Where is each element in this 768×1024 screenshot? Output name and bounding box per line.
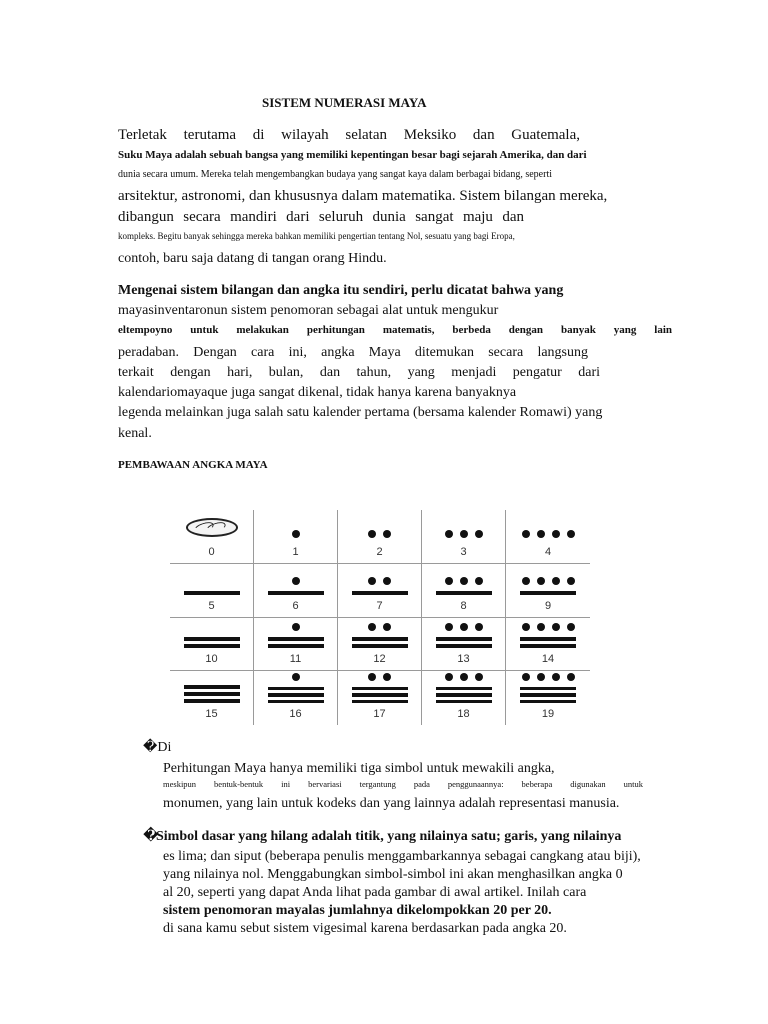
dot-group bbox=[292, 577, 300, 585]
numeral-label: 4 bbox=[544, 545, 552, 558]
bar-icon bbox=[436, 644, 492, 648]
dot-icon bbox=[292, 673, 300, 681]
dot-group bbox=[368, 673, 391, 681]
maya-numeral-cell bbox=[506, 618, 590, 672]
dot-group bbox=[445, 530, 483, 538]
maya-numeral-cell bbox=[422, 510, 506, 564]
bullet-2-line-3: yang nilainya nol. Menggabungkan simbol-simbol ini akan menghasilkan angka 0 bbox=[163, 867, 623, 882]
dot-icon bbox=[383, 673, 391, 681]
p2-line-5: terkait dengan hari, bulan, dan tahun, yang menjadi pengatur dari bbox=[118, 365, 600, 380]
bullet-1-line-2: meskipun bentuk-bentuk ini bervariasi tergantung pada penggunaannya: beberapa digunakan untuk bbox=[163, 779, 643, 789]
dot-icon bbox=[292, 530, 300, 538]
maya-glyph bbox=[436, 673, 492, 703]
maya-numeral-cell bbox=[170, 671, 254, 725]
p1-line-1: Terletak terutama di wilayah selatan Meksiko dan Guatemala, bbox=[118, 127, 580, 143]
dot-icon bbox=[537, 577, 545, 585]
dot-group bbox=[522, 530, 575, 538]
dot-icon bbox=[383, 623, 391, 631]
bar-icon bbox=[352, 637, 408, 641]
page-title: SISTEM NUMERASI MAYA bbox=[262, 95, 427, 110]
bar-icon bbox=[436, 693, 492, 696]
maya-glyph bbox=[184, 673, 240, 703]
maya-numeral-cell bbox=[254, 564, 338, 618]
dot-icon bbox=[383, 577, 391, 585]
maya-glyph bbox=[268, 565, 324, 595]
bar-icon bbox=[520, 700, 576, 703]
dot-group bbox=[522, 577, 575, 585]
numeral-label: 2 bbox=[376, 545, 383, 558]
maya-glyph bbox=[368, 511, 391, 541]
dot-icon bbox=[475, 530, 483, 538]
dot-icon bbox=[522, 577, 530, 585]
bar-icon bbox=[268, 637, 324, 641]
bullet-1-marker: �Di bbox=[143, 740, 172, 755]
numeral-label: 19 bbox=[541, 708, 555, 720]
bullet-2-line-6: di sana kamu sebut sistem vigesimal karena berdasarkan pada angka 20. bbox=[163, 921, 567, 936]
dot-group bbox=[292, 623, 300, 631]
bullet-2-line-2: es lima; dan siput (beberapa penulis menggambarkannya sebagai cangkang atau biji), bbox=[163, 849, 641, 864]
maya-numeral-cell bbox=[506, 510, 590, 564]
p2-line-8: kenal. bbox=[118, 426, 152, 441]
dot-icon bbox=[552, 623, 560, 631]
maya-glyph bbox=[268, 673, 324, 703]
section-heading: PEMBAWAAN ANGKA MAYA bbox=[118, 459, 268, 471]
maya-glyph bbox=[520, 673, 576, 703]
dot-icon bbox=[567, 623, 575, 631]
numeral-label: 7 bbox=[376, 599, 383, 612]
numeral-label: 17 bbox=[373, 708, 386, 720]
maya-numeral-cell bbox=[170, 510, 254, 564]
bar-icon bbox=[520, 693, 576, 696]
bar-icon bbox=[436, 637, 492, 641]
maya-numeral-cell bbox=[254, 510, 338, 564]
maya-numeral-cell bbox=[422, 671, 506, 725]
dot-icon bbox=[552, 673, 560, 681]
dot-group bbox=[292, 530, 300, 538]
numeral-label: 5 bbox=[208, 599, 215, 612]
dot-icon bbox=[567, 673, 575, 681]
maya-numeral-cell bbox=[338, 671, 422, 725]
maya-numeral-cell bbox=[338, 618, 422, 672]
dot-icon bbox=[460, 577, 468, 585]
numeral-label: 8 bbox=[460, 599, 467, 612]
maya-numeral-cell bbox=[338, 564, 422, 618]
bar-icon bbox=[352, 687, 408, 690]
dot-group bbox=[368, 623, 391, 631]
dot-icon bbox=[460, 530, 468, 538]
bar-icon bbox=[268, 700, 324, 703]
maya-glyph bbox=[292, 511, 300, 541]
dot-group bbox=[368, 577, 391, 585]
bar-icon bbox=[184, 685, 240, 689]
maya-numeral-cell bbox=[254, 618, 338, 672]
bar-icon bbox=[184, 637, 240, 641]
dot-icon bbox=[522, 623, 530, 631]
dot-icon bbox=[445, 577, 453, 585]
p1-line-2: Suku Maya adalah sebuah bangsa yang memiliki kepentingan besar bagi sejarah Amerika, dan dari bbox=[118, 149, 587, 161]
bar-icon bbox=[436, 687, 492, 690]
p1-line-5: dibangun secara mandiri dari seluruh dunia sangat maju dan bbox=[118, 209, 524, 225]
maya-numeral-cell bbox=[422, 564, 506, 618]
bullet-2-line-4: al 20, seperti yang dapat Anda lihat pada gambar di awal artikel. Inilah cara bbox=[163, 885, 587, 900]
dot-icon bbox=[475, 673, 483, 681]
bullet-2-line-1: Simbol dasar yang hilang adalah titik, yang nilainya satu; garis, yang nilainya bbox=[156, 829, 622, 844]
maya-numeral-cell bbox=[506, 671, 590, 725]
bar-icon bbox=[268, 693, 324, 696]
p2-line-1: Mengenai sistem bilangan dan angka itu sendiri, perlu dicatat bahwa yang bbox=[118, 283, 564, 298]
numeral-label: 11 bbox=[289, 653, 302, 666]
bar-icon bbox=[352, 700, 408, 703]
maya-glyph bbox=[520, 565, 576, 595]
maya-glyph bbox=[184, 618, 240, 648]
dot-icon bbox=[292, 577, 300, 585]
maya-numeral-cell bbox=[170, 564, 254, 618]
maya-numeral-cell bbox=[338, 510, 422, 564]
numeral-label: 1 bbox=[292, 545, 299, 558]
maya-numerals-table bbox=[170, 510, 590, 725]
bar-icon bbox=[184, 644, 240, 648]
dot-icon bbox=[292, 623, 300, 631]
dot-group bbox=[445, 577, 483, 585]
bar-icon bbox=[436, 700, 492, 703]
numeral-label: 14 bbox=[541, 653, 555, 666]
maya-glyph bbox=[445, 511, 483, 541]
dot-icon bbox=[522, 530, 530, 538]
bar-icon bbox=[352, 591, 408, 595]
dot-icon bbox=[368, 577, 376, 585]
dot-group bbox=[445, 623, 483, 631]
p2-line-2: mayasinventaronun sistem penomoran sebagai alat untuk mengukur bbox=[118, 303, 499, 318]
dot-icon bbox=[475, 577, 483, 585]
dot-group bbox=[522, 673, 575, 681]
shell-zero-icon bbox=[186, 518, 238, 537]
bullet-1-line-1: Perhitungan Maya hanya memiliki tiga simbol untuk mewakili angka, bbox=[163, 761, 555, 776]
dot-icon bbox=[567, 577, 575, 585]
dot-icon bbox=[537, 623, 545, 631]
dot-icon bbox=[537, 530, 545, 538]
maya-numeral-cell bbox=[506, 564, 590, 618]
maya-numeral-cell bbox=[170, 618, 254, 672]
bullet-2-marker: � bbox=[143, 829, 159, 844]
maya-glyph bbox=[436, 618, 492, 648]
bar-icon bbox=[268, 687, 324, 690]
bar-icon bbox=[184, 699, 240, 703]
dot-icon bbox=[445, 530, 453, 538]
dot-icon bbox=[552, 530, 560, 538]
bullet-1-line-3: monumen, yang lain untuk kodeks dan yang lainnya adalah representasi manusia. bbox=[163, 796, 620, 811]
maya-glyph bbox=[186, 511, 238, 541]
p2-line-7: legenda melainkan juga salah satu kalender pertama (bersama kalender Romawi) yang bbox=[118, 405, 603, 420]
maya-glyph bbox=[268, 618, 324, 648]
bar-icon bbox=[352, 644, 408, 648]
dot-icon bbox=[475, 623, 483, 631]
maya-numeral-cell bbox=[254, 671, 338, 725]
numeral-label: 3 bbox=[460, 545, 467, 558]
dot-group bbox=[368, 530, 391, 538]
maya-glyph bbox=[520, 618, 576, 648]
p1-line-4: arsitektur, astronomi, dan khususnya dalam matematika. Sistem bilangan mereka, bbox=[118, 188, 608, 204]
p1-line-6: kompleks. Begitu banyak sehingga mereka bahkan memiliki pengertian tentang Nol, sesuatu yang bagi Eropa, bbox=[118, 231, 515, 241]
numeral-label: 10 bbox=[205, 653, 218, 666]
bullet-2-line-5: sistem penomoran mayalas jumlahnya dikelompokkan 20 per 20. bbox=[163, 903, 552, 918]
numeral-label: 12 bbox=[373, 653, 386, 666]
dot-icon bbox=[522, 673, 530, 681]
bar-icon bbox=[184, 591, 240, 595]
numeral-label: 0 bbox=[208, 545, 215, 558]
numeral-label: 15 bbox=[205, 708, 218, 720]
bar-icon bbox=[520, 637, 576, 641]
numeral-label: 6 bbox=[292, 599, 299, 612]
p1-line-7: contoh, baru saja datang di tangan orang Hindu. bbox=[118, 251, 387, 266]
bar-icon bbox=[268, 591, 324, 595]
dot-icon bbox=[460, 673, 468, 681]
p2-line-3: eltempoyno untuk melakukan perhitungan matematis, berbeda dengan banyak yang lain bbox=[118, 324, 672, 336]
dot-icon bbox=[368, 530, 376, 538]
dot-icon bbox=[445, 623, 453, 631]
maya-glyph bbox=[352, 618, 408, 648]
numeral-label: 13 bbox=[457, 653, 470, 666]
bar-icon bbox=[520, 687, 576, 690]
dot-icon bbox=[460, 623, 468, 631]
dot-icon bbox=[383, 530, 391, 538]
dot-group bbox=[445, 673, 483, 681]
dot-icon bbox=[445, 673, 453, 681]
maya-glyph bbox=[352, 673, 408, 703]
maya-glyph bbox=[352, 565, 408, 595]
p1-line-3: dunia secara umum. Mereka telah mengembangkan budaya yang sangat kaya dalam berbagai bidang, seperti bbox=[118, 169, 552, 180]
p2-line-4: peradaban. Dengan cara ini, angka Maya ditemukan secara langsung bbox=[118, 345, 588, 360]
bar-icon bbox=[268, 644, 324, 648]
maya-glyph bbox=[436, 565, 492, 595]
dot-icon bbox=[567, 530, 575, 538]
dot-group bbox=[522, 623, 575, 631]
dot-icon bbox=[368, 623, 376, 631]
dot-group bbox=[292, 673, 300, 681]
bar-icon bbox=[436, 591, 492, 595]
bar-icon bbox=[520, 591, 576, 595]
dot-icon bbox=[552, 577, 560, 585]
bar-icon bbox=[184, 692, 240, 696]
dot-icon bbox=[368, 673, 376, 681]
p2-line-6: kalendariomayaque juga sangat dikenal, tidak hanya karena banyaknya bbox=[118, 385, 517, 400]
maya-glyph bbox=[184, 565, 240, 595]
numeral-label: 9 bbox=[544, 599, 552, 612]
maya-glyph bbox=[522, 511, 575, 541]
maya-numeral-cell bbox=[422, 618, 506, 672]
numeral-label: 18 bbox=[457, 708, 470, 720]
dot-icon bbox=[537, 673, 545, 681]
bar-icon bbox=[520, 644, 576, 648]
numeral-label: 16 bbox=[289, 708, 302, 720]
bar-icon bbox=[352, 693, 408, 696]
